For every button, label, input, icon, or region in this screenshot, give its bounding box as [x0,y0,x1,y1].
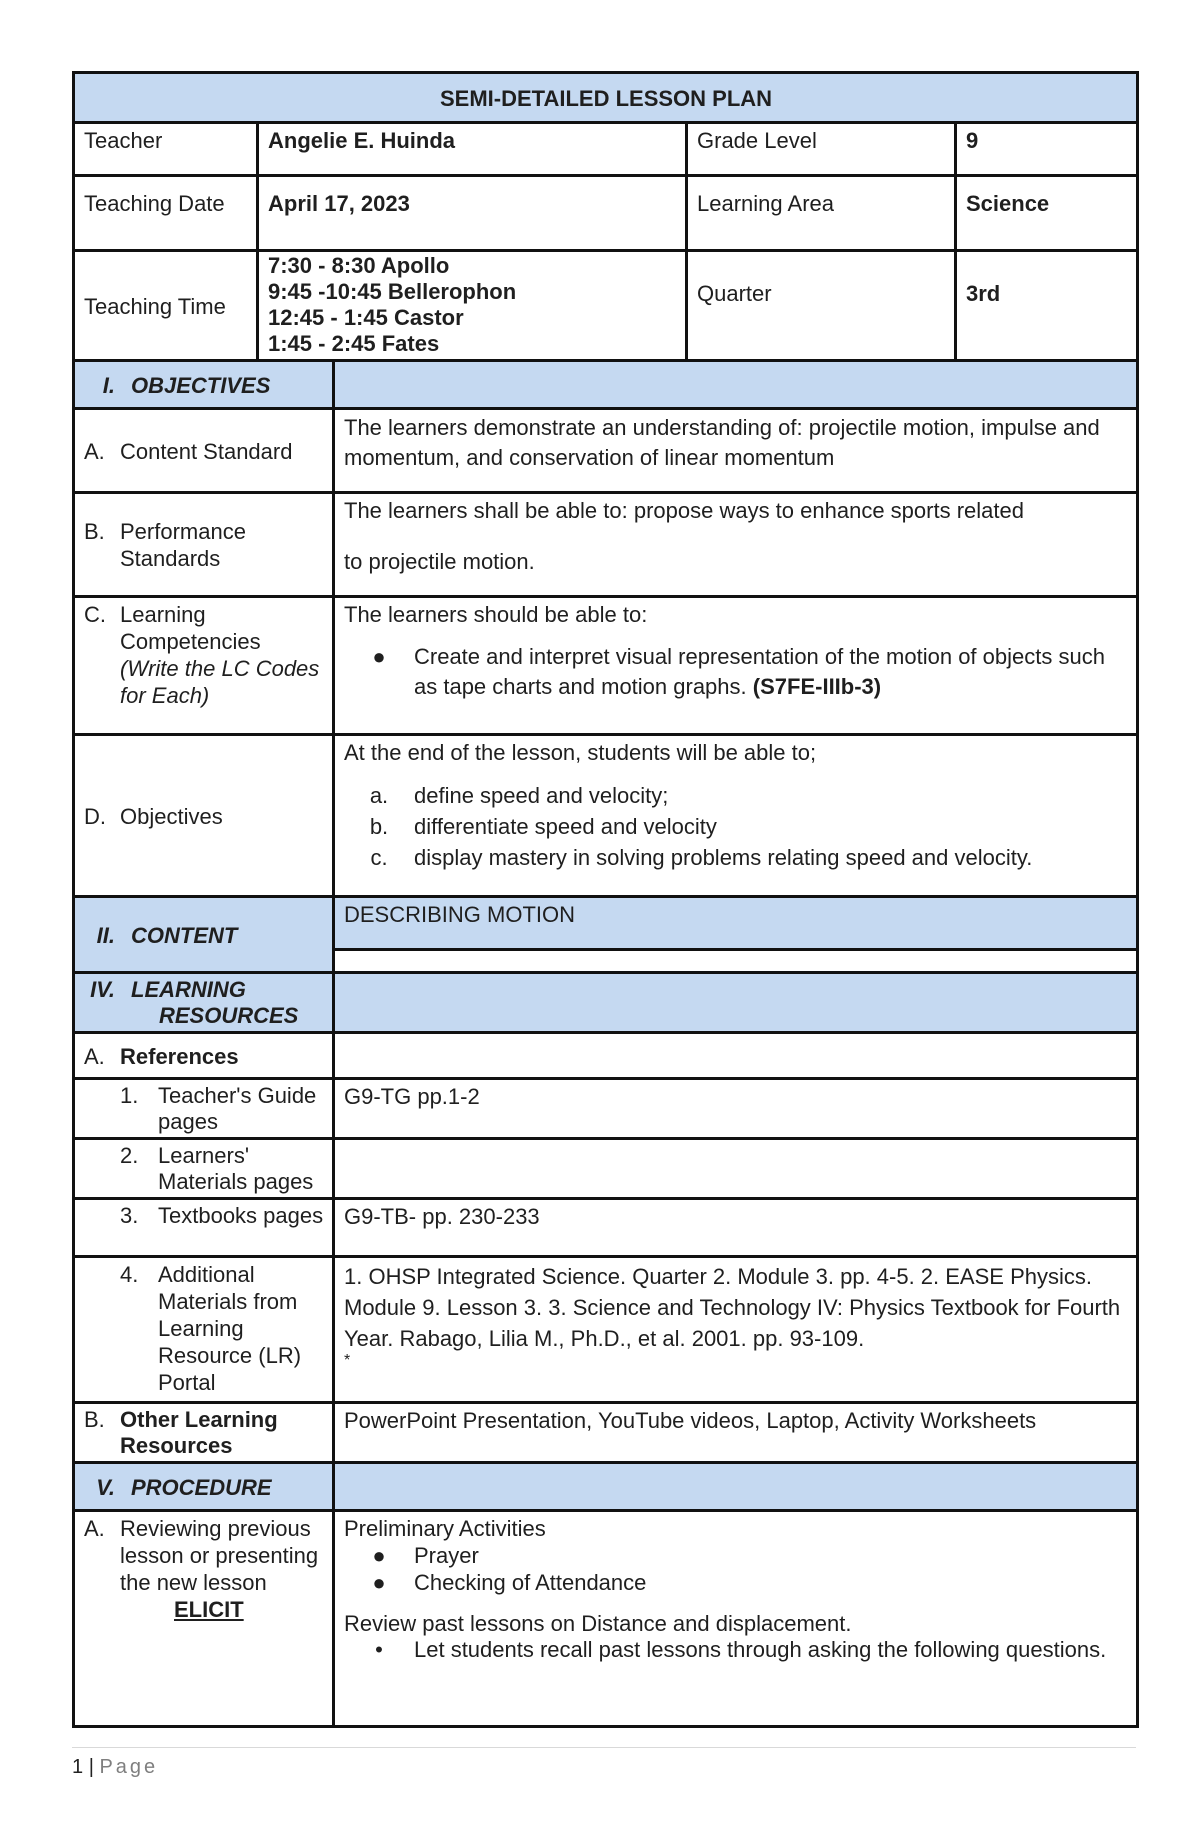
performance-standard-row [74,493,1138,597]
performance-standard-line-2: to projectile motion. [344,549,535,574]
teaching-time-row [74,251,1138,361]
other-resources-mark: B. [84,1407,105,1432]
learning-competencies-label: Learning Competencies [120,602,261,654]
competency-text: Create and interpret visual representation of the motion of objects such as tape charts and motion graphs. [414,644,1105,699]
preliminary-activities: Preliminary Activities [344,1516,546,1541]
review-content [334,1511,1138,1727]
attendance-item: Checking of Attendance [414,1570,647,1595]
textbooks-value: G9-TB- pp. 230-233 [334,1199,1138,1257]
learning-competencies-row [74,597,1138,735]
table-row [74,1199,1138,1257]
resources-heading [74,973,334,1033]
list-item: ● Create and interpret visual representation of the motion of objects such as tape charts and motion graphs. (S7FE-IIIb-3) [372,644,1105,699]
learning-competencies-label-cell [74,597,334,735]
content-standard-label-cell [74,409,334,493]
content-heading [74,897,334,973]
review-text: Review past lessons on Distance and displacement. [344,1611,852,1636]
page-word: Page [99,1756,159,1778]
content-standard-text: The learners demonstrate an understanding of: projectile motion, impulse and momentum, and conservation of linear momentum [334,409,1138,493]
performance-standard-line-1: The learners shall be able to: propose ways to enhance sports related [344,498,1024,523]
list-item: b. differentiate speed and velocity [369,814,717,839]
teachers-guide-label-cell: 1. Teacher's Guide pages [74,1079,334,1139]
content-standard-mark: A. [84,438,105,464]
additional-materials-value-cell [334,1257,1138,1403]
page-separator: | [88,1756,94,1778]
procedure-heading [74,1463,334,1511]
objectives-row [74,735,1138,897]
performance-standard-text [334,493,1138,597]
quarter-value: 3rd [956,251,1138,361]
teaching-date-row [74,176,1138,251]
teaching-time-values [258,251,687,361]
teaching-time-label: Teaching Time [74,251,258,361]
schedule-bellerophon: 9:45 -10:45 Bellerophon [268,279,517,304]
teaching-date-label: Teaching Date [74,176,258,251]
learning-competencies-intro: The learners should be able to: [344,602,648,627]
performance-standard-mark: B. [84,519,105,544]
lesson-plan-table [72,71,1139,1728]
performance-standard-label: Performance Standards [120,519,246,571]
elicit-label: ELICIT [174,1597,244,1622]
objectives-intro: At the end of the lesson, students will be able to; [344,740,817,765]
content-blank-cell [334,950,1138,973]
additional-materials-extra: * [344,1352,351,1369]
learning-competencies-note: (Write the LC Codes for Each) [120,656,320,708]
objectives-label: Objectives [120,803,223,829]
learning-area-value: Science [956,176,1138,251]
references-label-cell [74,1033,334,1079]
content-heading-text: CONTENT [131,922,238,948]
content-heading-row [74,897,1138,950]
procedure-heading-number: V. [96,1474,115,1500]
learning-area-label: Learning Area [687,176,956,251]
title-row [74,73,1138,123]
review-bullet: Let students recall past lessons through asking the following questions. [414,1637,1107,1662]
page-number: 1 [72,1756,84,1778]
prayer-item: Prayer [414,1543,479,1568]
objectives-mark: D. [84,803,106,829]
learning-competencies-content [334,597,1138,735]
learners-materials-value [334,1139,1138,1199]
resources-heading-row [74,973,1138,1033]
content-standard-label: Content Standard [120,438,293,464]
objectives-heading-number: I. [102,372,115,398]
teachers-guide-value: G9-TG pp.1-2 [334,1079,1138,1139]
objectives-heading-blank [334,361,1138,409]
teaching-date-value: April 17, 2023 [258,176,687,251]
references-label: References [120,1043,239,1069]
teachers-guide-label: Teacher's Guide pages [158,1083,317,1134]
procedure-heading-row [74,1463,1138,1511]
resources-heading-blank [334,973,1138,1033]
table-row [74,1079,1138,1139]
other-resources-label: Other Learning Resources [120,1407,278,1458]
learning-competencies-mark: C. [84,602,106,627]
schedule-castor: 12:45 - 1:45 Castor [268,305,464,330]
schedule-apollo: 7:30 - 8:30 Apollo [268,253,450,278]
teacher-value: Angelie E. Huinda [258,123,687,176]
references-row [74,1033,1138,1079]
textbooks-label: Textbooks pages [158,1203,324,1228]
performance-standard-label-cell [74,493,334,597]
teacher-row [74,123,1138,176]
grade-level-label: Grade Level [687,123,956,176]
procedure-heading-text: PROCEDURE [131,1474,272,1500]
page-footer [72,1747,1136,1779]
resources-heading-number: IV. [90,977,115,1002]
review-label-cell [74,1511,334,1727]
additional-materials-value: 1. OHSP Integrated Science. Quarter 2. Module 3. pp. 4-5. 2. EASE Physics. Module 9. Lesson 3. 3. Science and Technology IV: Physics Textbook for Fourth Year. Rabago, Lilia M., Ph.D., et al. 2001. pp. 93-109. [344,1264,1121,1351]
resources-heading-line-2: RESOURCES [159,1003,299,1028]
content-heading-number: II. [96,922,115,948]
additional-materials-label-cell: 4. Additional Materials from Learning Resource (LR) Portal [74,1257,334,1403]
procedure-heading-blank [334,1463,1138,1511]
list-item: • Let students recall past lessons through asking the following questions. [344,1637,1128,1663]
review-mark: A. [84,1516,105,1541]
other-resources-value: PowerPoint Presentation, YouTube videos, Laptop, Activity Worksheets [334,1403,1138,1463]
schedule-fates: 1:45 - 2:45 Fates [268,331,440,356]
resources-heading-line-1: LEARNING [131,977,246,1002]
objectives-heading-row [74,361,1138,409]
textbooks-label-cell: 3. Textbooks pages [74,1199,334,1257]
content-value: DESCRIBING MOTION [334,897,1138,950]
table-row [74,1139,1138,1199]
list-item: c. display mastery in solving problems relating speed and velocity. [370,845,1033,870]
competency-code: (S7FE-IIIb-3) [752,674,882,699]
objectives-content [334,735,1138,897]
learners-materials-label: Learners' Materials pages [158,1143,314,1194]
quarter-label: Quarter [687,251,956,361]
grade-level-value: 9 [956,123,1138,176]
review-row [74,1511,1138,1727]
other-resources-row [74,1403,1138,1463]
other-resources-label-cell [74,1403,334,1463]
teacher-label: Teacher [74,123,258,176]
references-blank [334,1033,1138,1079]
list-item: a. define speed and velocity; [369,783,669,808]
table-row [74,1257,1138,1403]
objectives-label-cell [74,735,334,897]
review-label: Reviewing previous lesson or presenting the new lesson [120,1516,319,1595]
objectives-heading [74,361,334,409]
additional-materials-label: Additional Materials from Learning Resource (LR) Portal [158,1262,302,1395]
objectives-heading-text: OBJECTIVES [131,372,271,398]
learners-materials-label-cell: 2. Learners' Materials pages [74,1139,334,1199]
list-item: ● Checking of Attendance [344,1569,1128,1596]
list-item: ● Prayer [344,1542,1128,1569]
content-standard-row [74,409,1138,493]
references-mark: A. [84,1043,105,1069]
document-title: SEMI-DETAILED LESSON PLAN [74,73,1138,123]
